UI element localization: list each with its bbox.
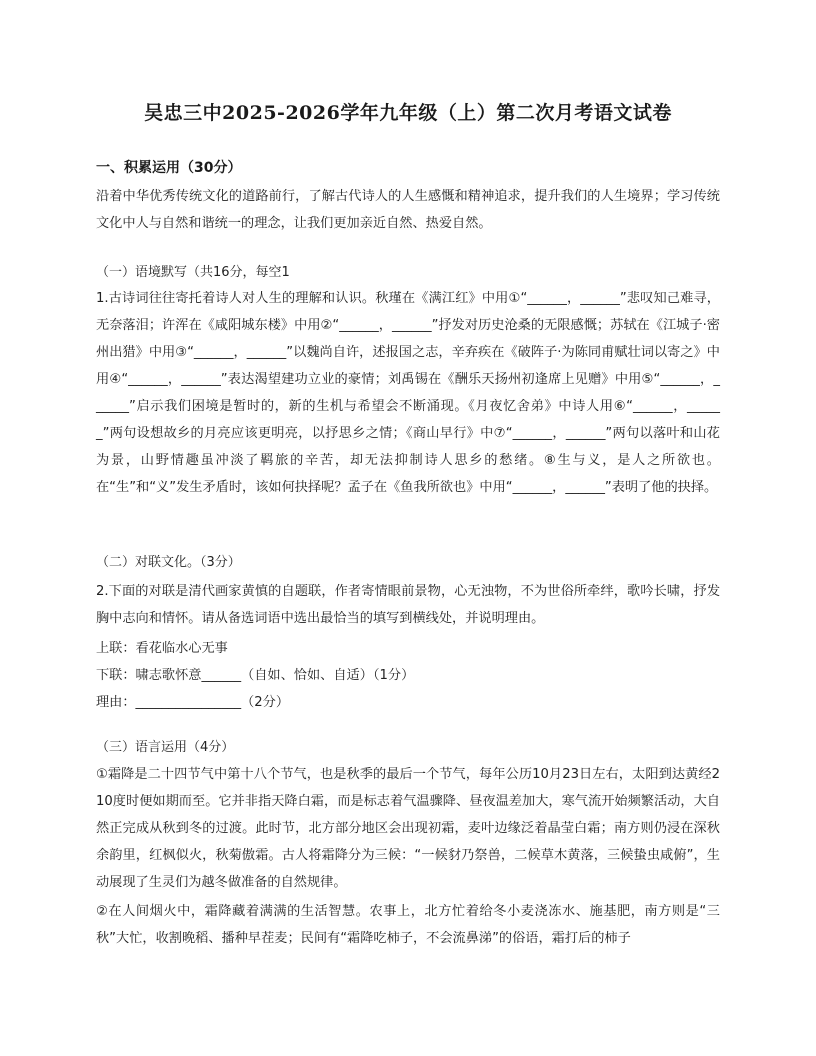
couplet-upper: 上联：看花临水心无事 [96, 641, 228, 656]
section-heading-accumulation: 一、积累运用（30分） [96, 160, 242, 176]
exam-page [96, 0, 720, 1056]
passage-paragraph-1: ①霜降是二十四节气中第十八个节气，也是秋季的最后一个节气，每年公历10月23日左右，太阳到达黄经210度时便如期而至。它并非指天降白霜，而是标志着气温骤降、昼夜温差加大，寒气流开始频繁活动，大自然正完成从秋到冬的过渡。此时节，北方部分地区会出现初霜，麦叶边缘泛着晶莹白霜；南方则仍浸在深秋余韵里，红枫似火，秋菊傲霜。古人将霜降分为三候：“一候豺乃祭兽，二候草木黄落，三候蛰虫咸俯”，生动展现了生灵们为越冬做准备的自然规律。 [96, 767, 720, 890]
couplet-lower: 下联：啸志歌怀意______（自如、恰如、自适）（1分） [96, 668, 415, 683]
part-heading-couplet: （二）对联文化。（3分） [96, 555, 241, 570]
part-heading-recitation: （一）语境默写（共16分，每空1 [96, 265, 290, 280]
couplet-reason: 理由：________________（2分） [96, 695, 290, 710]
passage-paragraph-2: ②在人间烟火中，霜降藏着满满的生活智慧。农事上，北方忙着给冬小麦浇冻水、施基肥，南方则是“三秋”大忙，收割晚稻、播种早茬麦；民间有“霜降吃柿子，不会流鼻涕”的俗语，霜打后的柿子 [96, 904, 720, 946]
page-title: 吴忠三中2025-2026学年九年级（上）第二次月考语文试卷 [144, 102, 672, 124]
part-heading-language: （三）语言运用（4分） [96, 740, 235, 755]
question-1: 1.古诗词往往寄托着诗人对人生的理解和认识。秋瑾在《满江红》中用①“______，______”悲叹知己难寻，无奈落泪；许浑在《咸阳城东楼》中用②“______，______”抒发对历史沧桑的无限感慨；苏轼在《江城子·密州出猎》中用③“______，______”以魏尚自许，述报国之志，辛弃疾在《破阵子·为陈同甫赋壮词以寄之》中用④“______，______”表达渴望建功立业的豪情；刘禹锡在《酬乐天扬州初逢席上见赠》中用⑤“______，______”启示我们困境是暂时的，新的生机与希望会不断涌现。《月夜忆舍弟》中诗人用⑥“______，______”两句设想故乡的月亮应该更明亮，以抒思乡之情；《商山早行》中⑦“______，______”两句以落叶和山花为景，山野情趣虽冲淡了羁旅的辛苦，却无法抑制诗人思乡的愁绪。⑧生与义，是人之所欲也。在“生”和“义”发生矛盾时，该如何抉择呢？孟子在《鱼我所欲也》中用“______，______”表明了他的抉择。 [96, 291, 720, 495]
question-2: 2.下面的对联是清代画家黄慎的自题联，作者寄情眼前景物，心无浊物，不为世俗所牵绊，歌吟长啸，抒发胸中志向和情怀。请从备选词语中选出最恰当的填写到横线处，并说明理由。 [96, 584, 720, 626]
section-intro: 沿着中华优秀传统文化的道路前行，了解古代诗人的人生感慨和精神追求，提升我们的人生境界；学习传统文化中人与自然和谐统一的理念，让我们更加亲近自然、热爱自然。 [96, 189, 720, 231]
